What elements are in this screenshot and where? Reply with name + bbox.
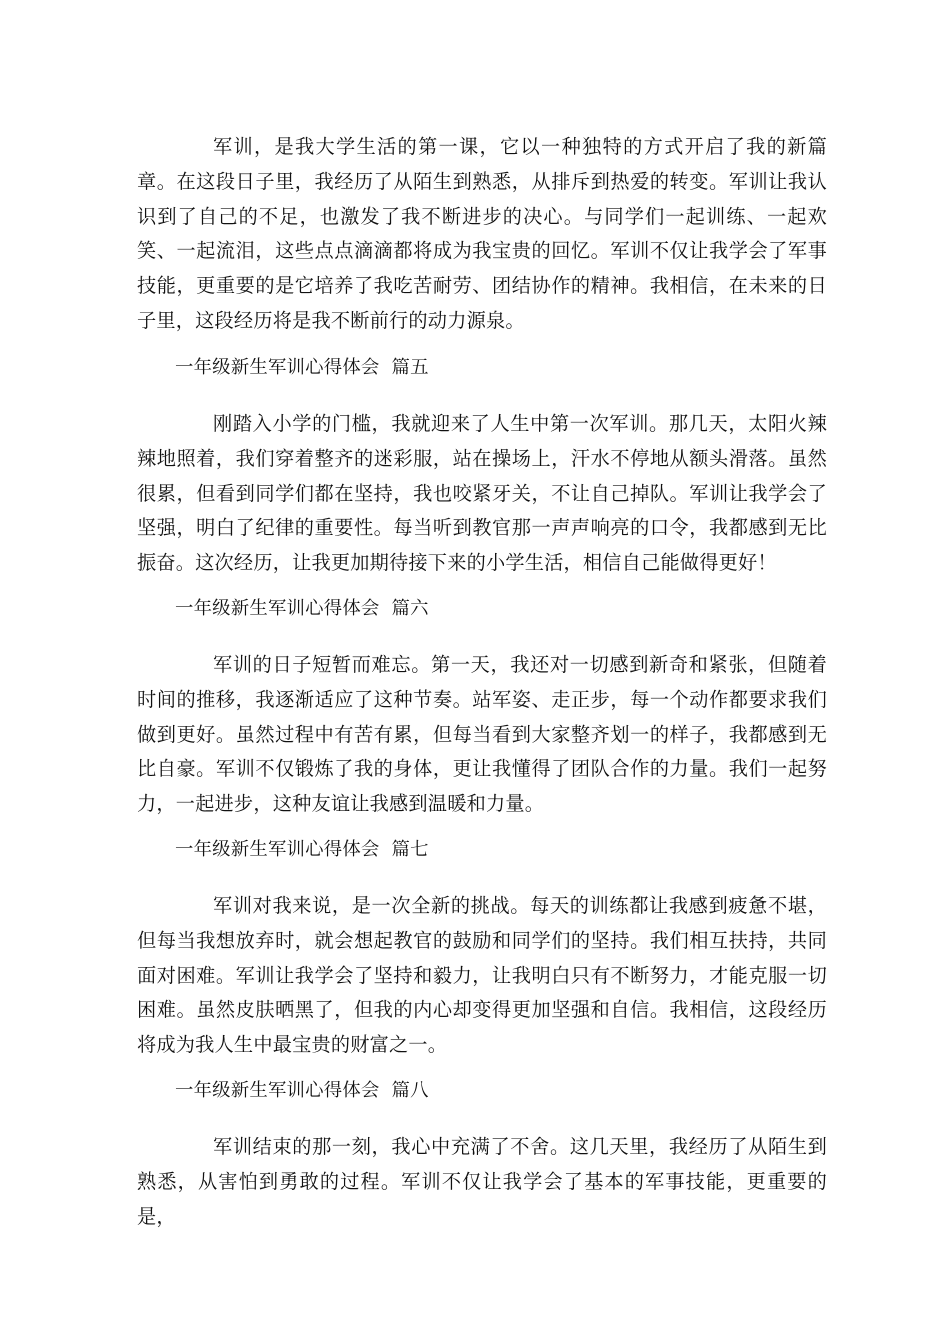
heading-title: 一年级新生军训心得体会 <box>175 357 380 378</box>
paragraph-section-5: 刚踏入小学的门槛，我就迎来了人生中第一次军训。那几天，太阳火辣辣地照着，我们穿着整齐的迷彩服，站在操场上，汗水不停地从额头滑落。虽然很累，但看到同学们都在坚持，我也咬紧牙关，不让自己掉队。军训让我学会了坚强，明白了纪律的重要性。每当听到教官那一声声响亮的口令，我都感到无比振奋。这次经历，让我更加期待接下来的小学生活，相信自己能做得更好！ <box>137 412 827 575</box>
heading-title: 一年级新生军训心得体会 <box>175 839 380 860</box>
paragraph-intro: 军训，是我大学生活的第一课，它以一种独特的方式开启了我的新篇章。在这段日子里，我经历了从陌生到熟悉，从排斥到热爱的转变。军训让我认识到了自己的不足，也激发了我不断进步的决心。与同学们一起训练、一起欢笑、一起流泪，这些点点滴滴都将成为我宝贵的回忆。军训不仅让我学会了军事技能，更重要的是它培养了我吃苦耐劳、团结协作的精神。我相信，在未来的日子里，这段经历将是我不断前行的动力源泉。 <box>137 135 827 332</box>
section-heading-8 <box>175 1076 429 1106</box>
section-heading-7 <box>175 835 429 865</box>
paragraph-section-8: 军训结束的那一刻，我心中充满了不舍。这几天里，我经历了从陌生到熟悉，从害怕到勇敢的过程。军训不仅让我学会了基本的军事技能，更重要的是， <box>137 1135 827 1228</box>
section-heading-6 <box>175 594 429 624</box>
paragraph-section-7: 军训对我来说，是一次全新的挑战。每天的训练都让我感到疲惫不堪，但每当我想放弃时，就会想起教官的鼓励和同学们的坚持。我们相互扶持，共同面对困难。军训让我学会了坚持和毅力，让我明白只有不断努力，才能克服一切困难。虽然皮肤晒黑了，但我的内心却变得更加坚强和自信。我相信，这段经历将成为我人生中最宝贵的财富之一。 <box>137 894 827 1057</box>
section-heading-5 <box>175 353 429 383</box>
paragraph-section-6: 军训的日子短暂而难忘。第一天，我还对一切感到新奇和紧张，但随着时间的推移，我逐渐适应了这种节奏。站军姿、走正步，每一个动作都要求我们做到更好。虽然过程中有苦有累，但每当看到大家整齐划一的样子，我都感到无比自豪。军训不仅锻炼了我的身体，更让我懂得了团队合作的力量。我们一起努力，一起进步，这种友谊让我感到温暖和力量。 <box>137 653 827 816</box>
heading-part: 篇七 <box>391 839 429 860</box>
heading-part: 篇五 <box>391 357 429 378</box>
heading-title: 一年级新生军训心得体会 <box>175 1080 380 1101</box>
heading-title: 一年级新生军训心得体会 <box>175 598 380 619</box>
heading-part: 篇八 <box>391 1080 429 1101</box>
heading-part: 篇六 <box>391 598 429 619</box>
